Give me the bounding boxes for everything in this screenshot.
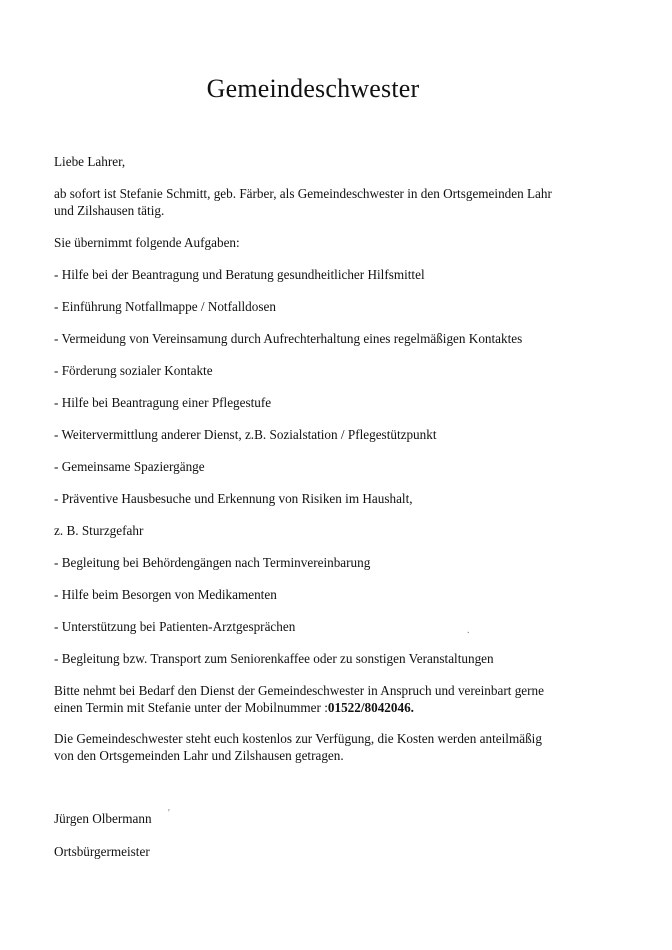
task-item: - Vermeidung von Vereinsamung durch Aufrechterhaltung eines regelmäßigen Kontaktes	[54, 331, 523, 346]
page-title: Gemeindeschwester	[206, 74, 420, 103]
task-item-continuation: z. B. Sturzgefahr	[54, 523, 144, 538]
task-item: - Hilfe bei Beantragung einer Pflegestufe	[54, 395, 272, 410]
scan-speck: .	[467, 625, 470, 636]
request-line-2-text: einen Termin mit Stefanie unter der Mobilnummer :	[54, 700, 328, 715]
signature-name: Jürgen Olbermann	[54, 811, 152, 826]
intro-line-1: ab sofort ist Stefanie Schmitt, geb. Färber, als Gemeindeschwester in den Ortsgemeinden Lahr	[54, 186, 552, 201]
tasks-intro: Sie übernimmt folgende Aufgaben:	[54, 235, 240, 250]
task-item: - Gemeinsame Spaziergänge	[54, 459, 205, 474]
task-item: - Förderung sozialer Kontakte	[54, 363, 213, 378]
task-item: - Weitervermittlung anderer Dienst, z.B. Sozialstation / Pflegestützpunkt	[54, 427, 437, 442]
task-item: - Präventive Hausbesuche und Erkennung von Risiken im Haushalt,	[54, 491, 413, 506]
task-item: - Unterstützung bei Patienten-Arztgesprächen	[54, 619, 296, 634]
task-item: - Einführung Notfallmappe / Notfalldosen	[54, 299, 276, 314]
greeting: Liebe Lahrer,	[54, 154, 126, 169]
intro-line-2: und Zilshausen tätig.	[54, 203, 165, 218]
signature-role: Ortsbürgermeister	[54, 844, 150, 859]
cost-note-line-1: Die Gemeindeschwester steht euch kostenlos zur Verfügung, die Kosten werden anteilmäßig	[54, 731, 542, 746]
request-line-2	[54, 700, 414, 716]
task-item: - Hilfe bei der Beantragung und Beratung gesundheitlicher Hilfsmittel	[54, 267, 425, 282]
task-item: - Begleitung bei Behördengängen nach Terminvereinbarung	[54, 555, 371, 570]
task-item: - Begleitung bzw. Transport zum Seniorenkaffee oder zu sonstigen Veranstaltungen	[54, 651, 494, 666]
phone-number: 01522/8042046.	[327, 700, 414, 715]
task-item: - Hilfe beim Besorgen von Medikamenten	[54, 587, 277, 602]
cost-note-line-2: von den Ortsgemeinden Lahr und Zilshausen getragen.	[54, 748, 344, 763]
request-line-1: Bitte nehmt bei Bedarf den Dienst der Gemeindeschwester in Anspruch und vereinbart gerne	[54, 683, 544, 698]
scan-speck: '	[168, 808, 170, 819]
